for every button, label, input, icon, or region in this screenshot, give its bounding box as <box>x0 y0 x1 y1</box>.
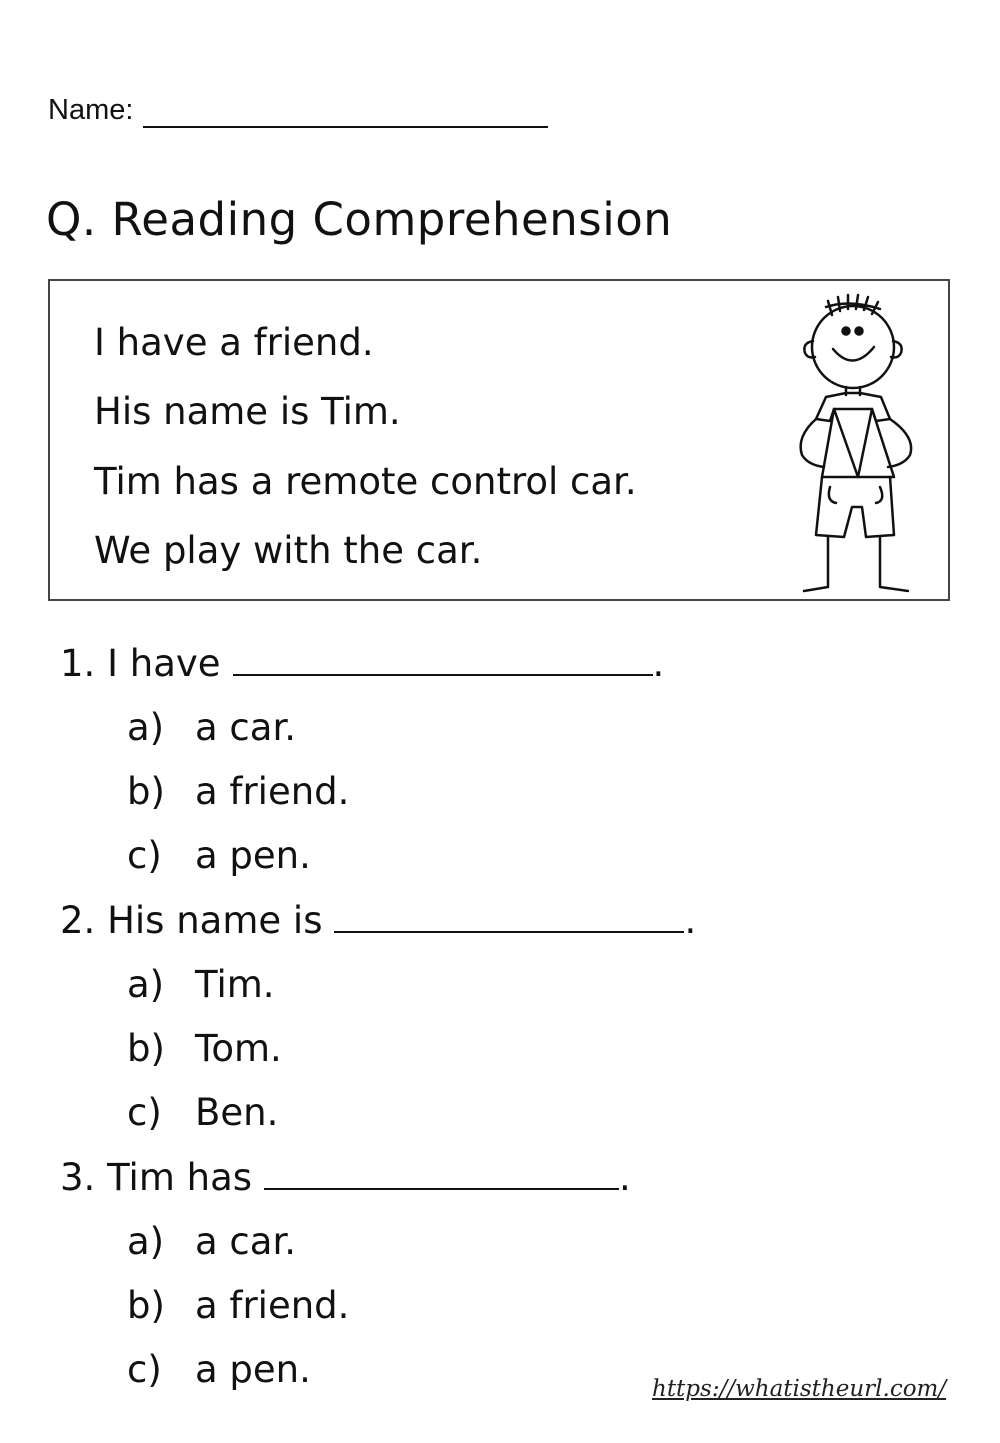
story-line: I have a friend. <box>94 321 374 364</box>
story-box <box>48 279 950 601</box>
question-prompt: Tim has <box>107 1156 253 1199</box>
question-prompt: His name is <box>107 899 323 942</box>
option-1c[interactable] <box>127 831 311 881</box>
question-1 <box>60 639 664 689</box>
option-2b[interactable] <box>127 1024 282 1074</box>
answer-blank[interactable] <box>334 897 684 933</box>
question-end: . <box>652 642 665 685</box>
option-text: Ben. <box>195 1091 279 1134</box>
option-text: a friend. <box>195 770 350 813</box>
option-text: Tom. <box>195 1027 282 1070</box>
answer-blank[interactable] <box>264 1154 619 1190</box>
option-text: a friend. <box>195 1284 350 1327</box>
story-line: His name is Tim. <box>94 390 401 433</box>
question-3 <box>60 1153 631 1203</box>
question-number: 1. <box>60 642 96 685</box>
question-number: 3. <box>60 1156 96 1199</box>
question-number: 2. <box>60 899 96 942</box>
source-link[interactable]: https://whatistheurl.com/ <box>652 1376 947 1402</box>
page-title: Q. Reading Comprehension <box>46 193 673 246</box>
smiling-boy-icon <box>786 287 936 601</box>
option-text: a pen. <box>195 1348 311 1391</box>
option-text: a pen. <box>195 834 311 877</box>
option-letter: a) <box>127 1220 165 1263</box>
option-letter: c) <box>127 834 162 877</box>
question-end: . <box>684 899 697 942</box>
answer-blank[interactable] <box>233 640 653 676</box>
option-letter: a) <box>127 963 165 1006</box>
question-prompt: I have <box>107 642 221 685</box>
name-label: Name: <box>48 94 134 126</box>
option-text: Tim. <box>195 963 275 1006</box>
option-letter: c) <box>127 1348 162 1391</box>
option-3c[interactable] <box>127 1345 311 1395</box>
name-row <box>48 92 548 128</box>
option-2a[interactable] <box>127 960 275 1010</box>
name-field[interactable] <box>143 98 548 128</box>
option-letter: b) <box>127 1027 165 1070</box>
option-1b[interactable] <box>127 767 349 817</box>
option-text: a car. <box>195 706 297 749</box>
story-line: Tim has a remote control car. <box>94 460 637 503</box>
question-2 <box>60 896 696 946</box>
option-letter: b) <box>127 770 165 813</box>
option-text: a car. <box>195 1220 297 1263</box>
option-letter: b) <box>127 1284 165 1327</box>
question-end: . <box>619 1156 631 1199</box>
option-3b[interactable] <box>127 1281 349 1331</box>
story-line: We play with the car. <box>94 529 483 572</box>
option-3a[interactable] <box>127 1217 296 1267</box>
option-letter: a) <box>127 706 165 749</box>
option-letter: c) <box>127 1091 162 1134</box>
option-2c[interactable] <box>127 1088 278 1138</box>
option-1a[interactable] <box>127 703 296 753</box>
